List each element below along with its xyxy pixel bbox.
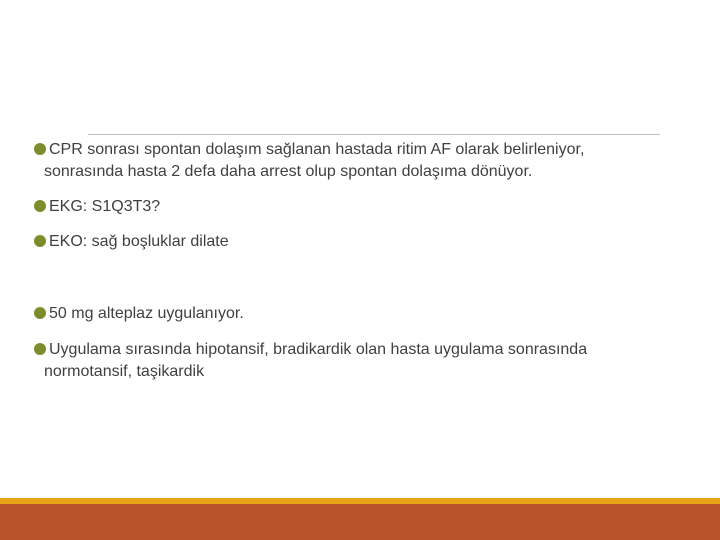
bullet-text: CPR sonrası spontan dolaşım sağlanan hastada ritim AF olarak belirleniyor, <box>49 141 585 158</box>
bullet-item-alteplaz <box>34 303 674 325</box>
bullet-text: 50 mg alteplaz uygulanıyor. <box>49 305 244 322</box>
bullet-dot-icon <box>34 343 46 355</box>
bullet-dot-icon <box>34 307 46 319</box>
bullet-dot-icon <box>34 200 46 212</box>
title-divider <box>88 134 660 135</box>
bullet-item-ekg <box>34 196 674 218</box>
bullet-text: EKO: sağ boşluklar dilate <box>49 233 229 250</box>
bullet-dot-icon <box>34 235 46 247</box>
bullet-text: EKG: S1Q3T3? <box>49 198 161 215</box>
bullet-item-cpr <box>34 139 674 183</box>
bullet-text: Uygulama sırasında hipotansif, bradikardik olan hasta uygulama sonrasında <box>49 341 588 358</box>
footer-stripe <box>0 498 720 504</box>
bullet-text-continuation: normotansif, taşikardik <box>44 363 205 380</box>
bullet-dot-icon <box>34 143 46 155</box>
bullet-item-uygulama <box>34 339 674 383</box>
bullet-item-eko <box>34 231 674 253</box>
footer-bar <box>0 498 720 540</box>
bullet-text-continuation: sonrasında hasta 2 defa daha arrest olup spontan dolaşıma dönüyor. <box>44 163 533 180</box>
